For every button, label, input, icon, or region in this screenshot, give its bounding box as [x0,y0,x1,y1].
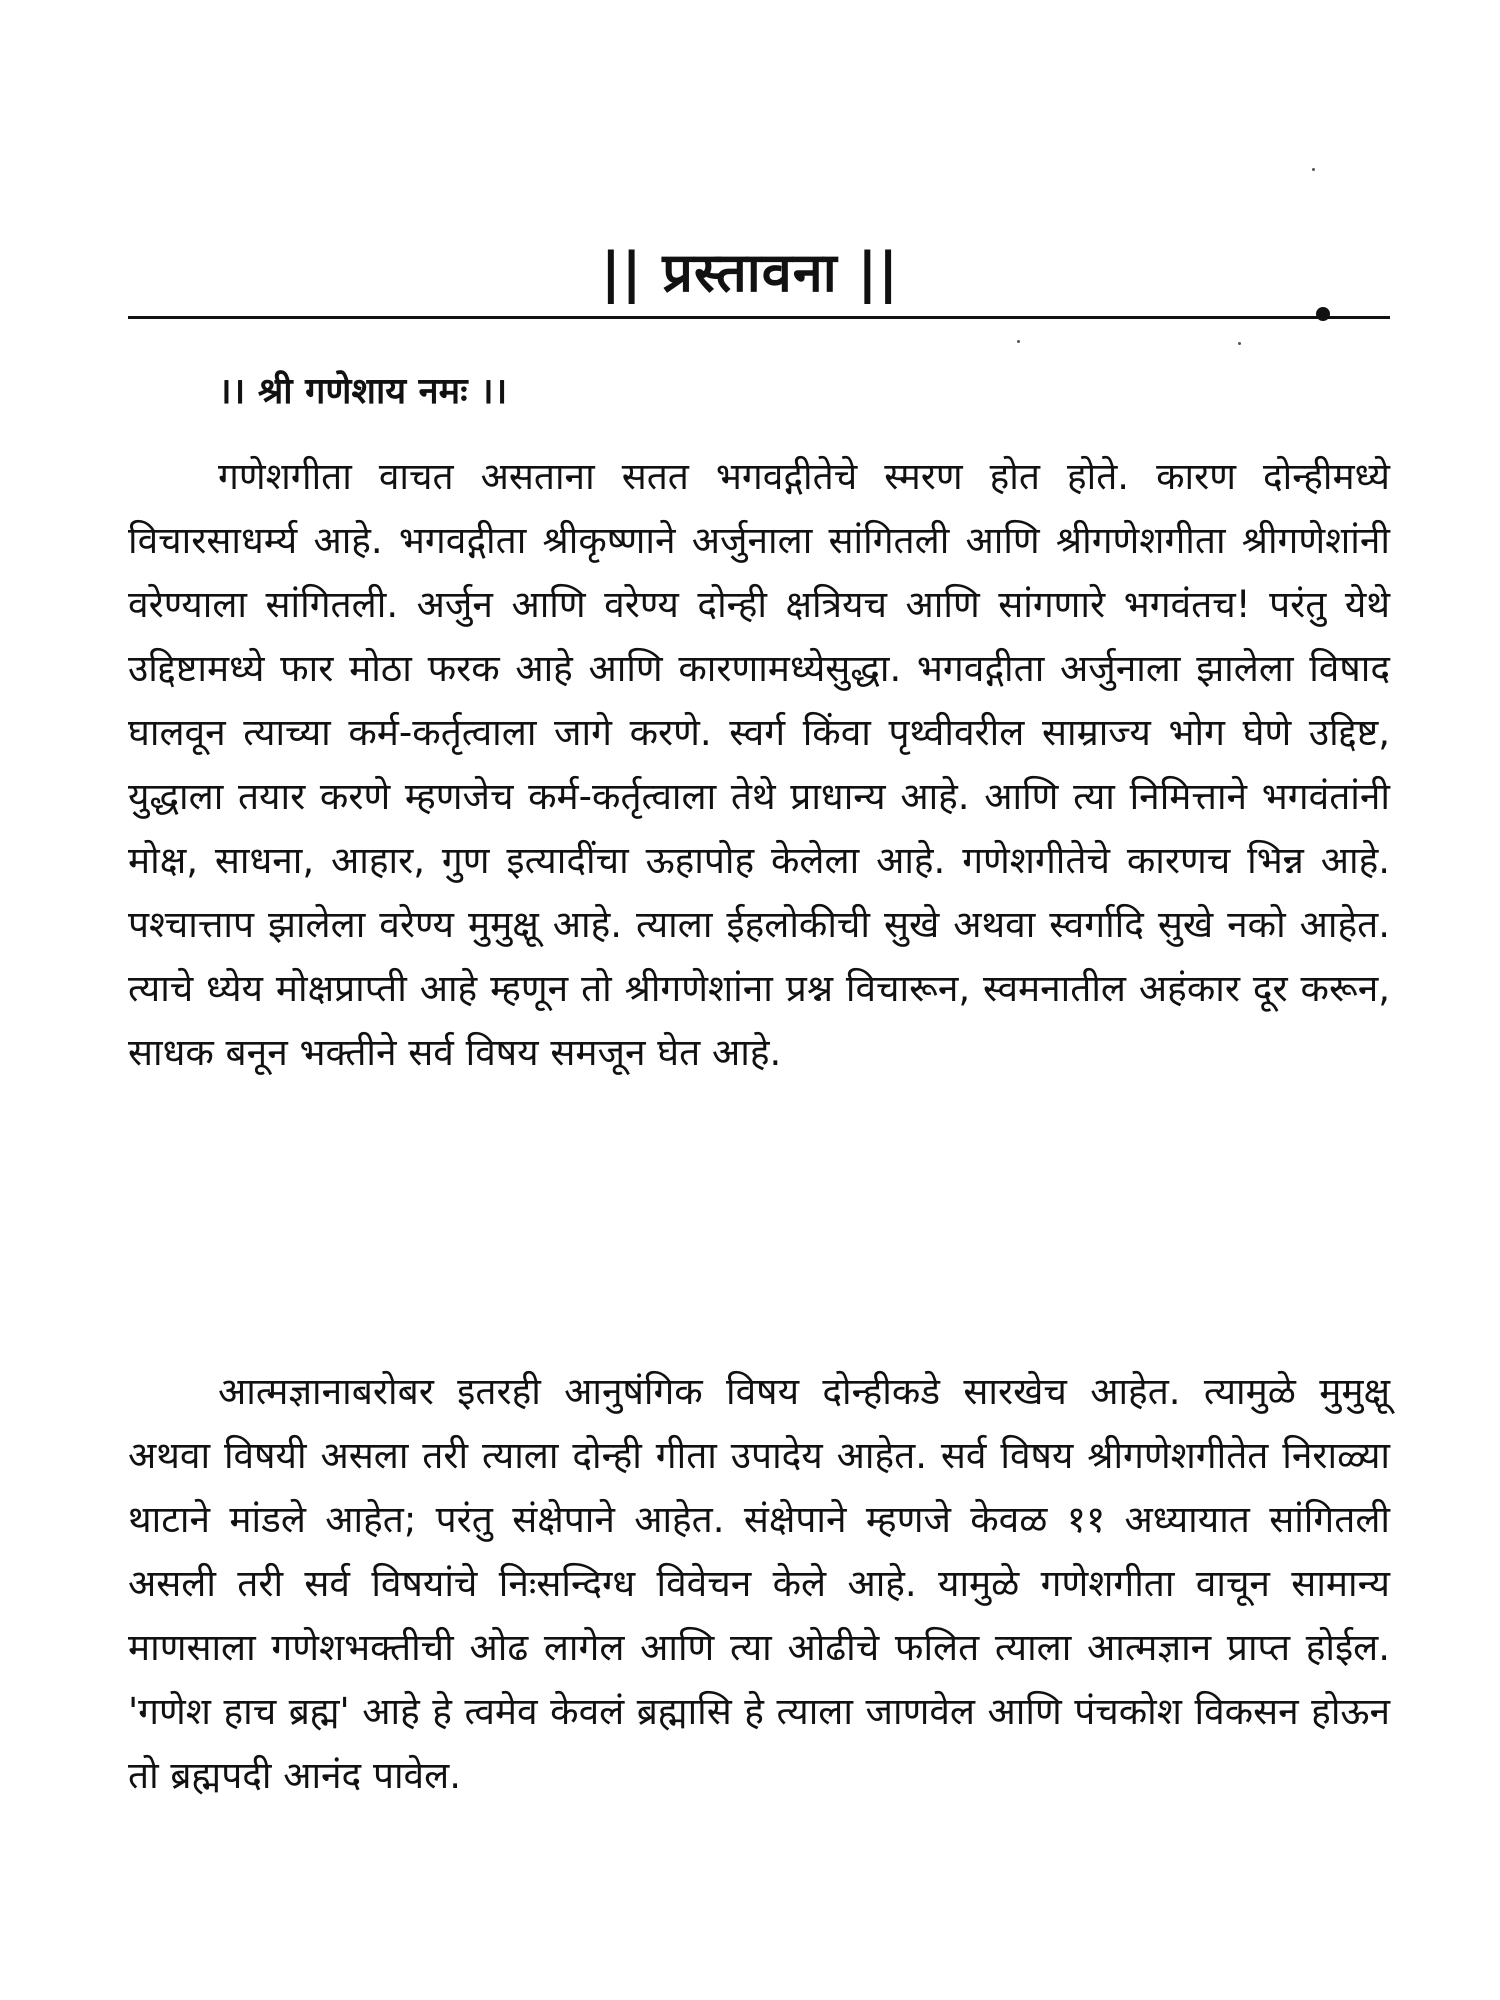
print-speck [1017,340,1020,343]
print-speck [1238,342,1241,345]
invocation-heading: ।। श्री गणेशाय नमः ।। [218,371,508,412]
print-speck [1312,168,1315,171]
title-underline [128,316,1390,319]
paragraph-1: गणेशगीता वाचत असताना सतत भगवद्गीतेचे स्मरण होत होते. कारण दोन्हीमध्ये विचारसाधर्म्य आहे. भगवद्गीता श्रीकृष्णाने अर्जुनाला सांगितली आणि श्रीगणेशगीता श्रीगणेशांनी वरेण्याला सांगितली. अर्जुन आणि वरेण्य दोन्ही क्षत्रियच आणि सांगणारे भगवंतच! परंतु येथे उद्दिष्टामध्ये फार मोठा फरक आहे आणि कारणामध्येसुद्धा. भगवद्गीता अर्जुनाला झालेला विषाद घालवून त्याच्या कर्म-कर्तृत्वाला जागे करणे. स्वर्ग किंवा पृथ्वीवरील साम्राज्य भोग घेणे उद्दिष्ट, युद्धाला तयार करणे म्हणजेच कर्म-कर्तृत्वाला तेथे प्राधान्य आहे. आणि त्या निमित्ताने भगवंतांनी मोक्ष, साधना, आहार, गुण इत्यादींचा ऊहापोह केलेला आहे. गणेशगीतेचे कारणच भिन्न आहे. पश्चात्ताप झालेला वरेण्य मुमुक्षू आहे. त्याला ईहलोकीची सुखे अथवा स्वर्गादि सुखे नको आहेत. त्याचे ध्येय मोक्षप्राप्ती आहे म्हणून तो श्रीगणेशांना प्रश्न विचारून, स्वमनातील अहंकार दूर करून, साधक बनून भक्तीने सर्व विषय समजून घेत आहे. [128,455,1390,1074]
page-title: || प्रस्तावना || [601,241,899,304]
underline-dot [1316,307,1330,321]
paragraph-2: आत्मज्ञानाबरोबर इतरही आनुषंगिक विषय दोन्हीकडे सारखेच आहेत. त्यामुळे मुमुक्षू अथवा विषयी असला तरी त्याला दोन्ही गीता उपादेय आहेत. सर्व विषय श्रीगणेशगीतेत निराळ्या थाटाने मांडले आहेत; परंतु संक्षेपाने आहेत. संक्षेपाने म्हणजे केवळ ११ अध्यायात सांगितली असली तरी सर्व विषयांचे निःसन्दिग्ध विवेचन केले आहे. यामुळे गणेशगीता वाचून सामान्य माणसाला गणेशभक्तीची ओढ लागेल आणि त्या ओढीचे फलित त्याला आत्मज्ञान प्राप्त होईल. 'गणेश हाच ब्रह्म' आहे हे त्वमेव केवलं ब्रह्मासि हे त्याला जाणवेल आणि पंचकोश विकसन होऊन तो ब्रह्मपदी आनंद पावेल. [128,1370,1390,1797]
